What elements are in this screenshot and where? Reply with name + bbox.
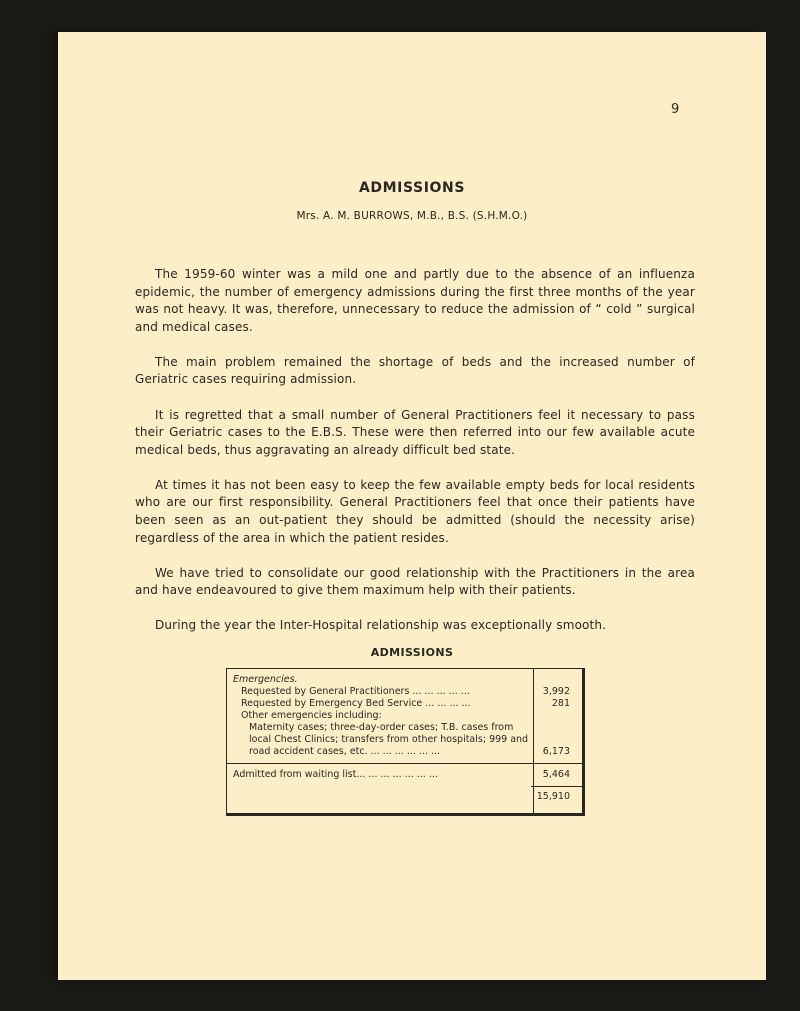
table-divider: [227, 763, 583, 764]
paragraph: The main problem remained the shortage of beds and the increased number of Geriatric cases requiring admission.: [135, 354, 695, 387]
page-number: 9: [671, 102, 680, 117]
paragraph: It is regretted that a small number of General Practitioners feel it necessary to pass their Geriatric cases to the E.B.S. These were then referred into our few available acute medical beds, thus aggravating an already difficult bed state.: [135, 407, 695, 457]
document-page: [58, 32, 766, 980]
paragraph: We have tried to consolidate our good relationship with the Practitioners in the area and have endeavoured to give them maximum help with their patients.: [135, 565, 695, 598]
ebs-label: Requested by Emergency Bed Service ... ... ... ...: [241, 698, 471, 709]
other-line: road accident cases, etc. ... ... ... ... ... ...: [249, 746, 441, 757]
page-title: ADMISSIONS: [358, 180, 466, 196]
paragraph: At times it has not been easy to keep the few available empty beds for local residents who are our first responsibility. General Practitioners feel that once their patients have been seen as an out-patient they should be admitted (should the necessity arise) regardless of the area in which the patient resides.: [135, 477, 695, 545]
other-line: local Chest Clinics; transfers from other hospitals; 999 and: [249, 734, 529, 745]
author-line: Mrs. A. M. BURROWS, M.B., B.S. (S.H.M.O.): [296, 210, 528, 222]
other-heading: Other emergencies including:: [241, 710, 382, 721]
total-value: 15,910: [536, 791, 570, 802]
emergencies-heading: Emergencies.: [233, 674, 298, 685]
body-text: [135, 266, 695, 653]
gp-value: 3,992: [542, 686, 570, 697]
paragraph: During the year the Inter-Hospital relationship was exceptionally smooth.: [155, 618, 607, 633]
paragraph: The 1959-60 winter was a mild one and partly due to the absence of an influenza epidemic, the number of emergency admissions during the first three months of the year was not heavy. It was, therefore, unnecessary to reduce the admission of “ cold ” surgical and medical cases.: [135, 267, 695, 334]
waiting-list-value: 5,464: [542, 769, 570, 780]
waiting-list-label: Admitted from waiting list... ... ... ... ... ... ...: [233, 769, 438, 780]
admissions-table: [226, 668, 585, 816]
table-title: ADMISSIONS: [370, 646, 454, 659]
total-rule: [531, 786, 583, 787]
gp-label: Requested by General Practitioners ... ... ... ... ...: [241, 686, 470, 697]
ebs-value: 281: [551, 698, 570, 709]
other-value: 6,173: [542, 746, 570, 757]
other-line: Maternity cases; three-day-order cases; T.B. cases from: [249, 722, 514, 733]
